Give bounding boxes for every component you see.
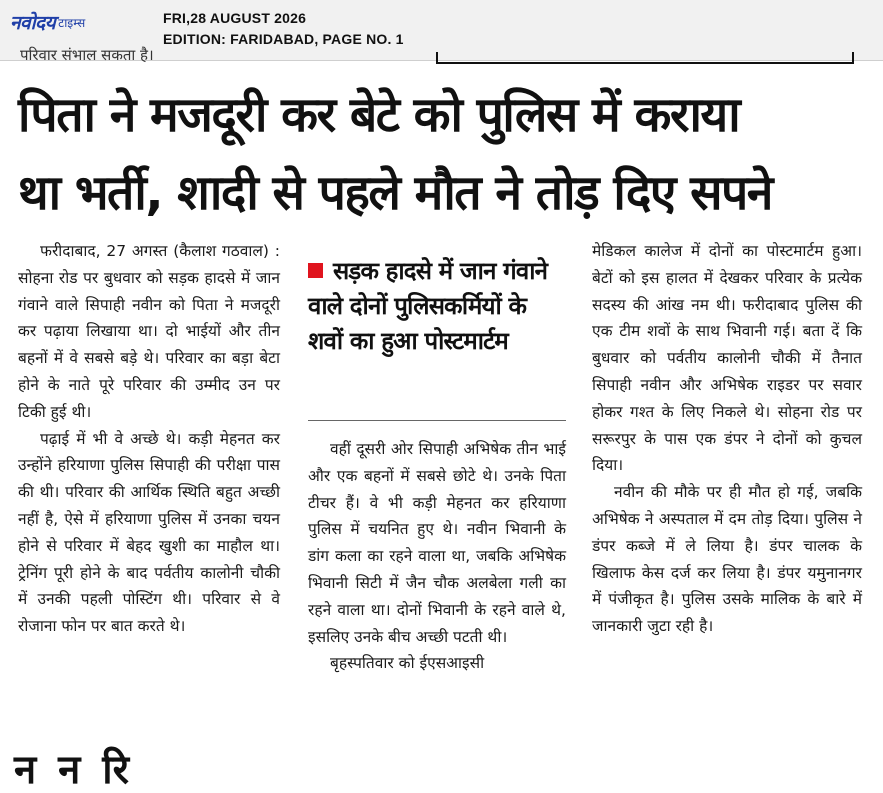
article-column-2 bbox=[308, 436, 566, 677]
article-headline bbox=[18, 76, 868, 232]
article-subheading bbox=[308, 254, 566, 359]
previous-article-tail bbox=[20, 42, 154, 54]
next-article-text: न न रि bbox=[14, 747, 133, 793]
headline-line-1: पिता ने मजदूरी कर बेटे को पुलिस में कराया bbox=[18, 87, 740, 143]
article-column-3 bbox=[592, 238, 862, 640]
newspaper-logo[interactable] bbox=[10, 11, 85, 33]
red-square-bullet-icon bbox=[308, 263, 323, 278]
col1-paragraph-2: पढ़ाई में भी वे अच्छे थे। कड़ी मेहनत कर उन्होंने हरियाणा पुलिस सिपाही की परीक्षा पास की थी। परिवार की आर्थिक स्थिति बहुत अच्छी नहीं है, ऐसे में हरियाणा पुलिस में उनका चयन होने से परिवार में बेहद खुशी का माहौल था। ट्रेनिंग पूरी होने के बाद पर्वतीय कालोनी चौकी में उनकी पहली पोस्टिंग थी। परिवार से वे रोजाना फोन पर बात करते थे। bbox=[18, 429, 280, 636]
subheading-text: सड़क हादसे में जान गंवाने वाले दोनों पुलिसकर्मियों के शवों का हुआ पोस्टमार्टम bbox=[308, 257, 548, 355]
previous-box-border bbox=[436, 52, 854, 64]
col1-paragraph-1: फरीदाबाद, 27 अगस्त (कैलाश गठवाल) : सोहना रोड पर बुधवार को सड़क हादसे में जान गंवाने वाले सिपाही नवीन को पिता ने मजदूरी कर पढ़ाया लिखाया था। दो भाईयों और तीन बहनों में वे सबसे बड़े थे। परिवार का बड़ा बेटा होने के नाते पूरे परिवार की उम्मीद उन पर टिकी हुई थी। bbox=[18, 242, 280, 421]
headline-line-2: था भर्ती, शादी से पहले मौत ने तोड़ दिए सपने bbox=[18, 165, 772, 221]
article-column-1 bbox=[18, 238, 280, 640]
edition-page: EDITION: FARIDABAD, PAGE NO. 1 bbox=[163, 31, 404, 47]
logo-main-text: नवोदय bbox=[10, 12, 56, 34]
col2-paragraph-1: वहीं दूसरी ओर सिपाही अभिषेक तीन भाई और एक बहनों में सबसे छोटे थे। उनके पिता टीचर हैं। वे भी कड़ी मेहनत कर हरियाणा पुलिस में चयनित हुए थे। नवीन भिवानी के डांग कला का रहने वाला था, जबकि अभिषेक भिवानी सिटी में जैन चौक अलबेला गली का रहने वाला था। दोनों भिवानी के रहने वाले थे, इसलिए उनके बीच अच्छी पटती थी। bbox=[308, 440, 566, 646]
next-article-fragment bbox=[0, 747, 883, 793]
edition-date: FRI,28 AUGUST 2026 bbox=[163, 10, 307, 26]
col3-paragraph-1: मेडिकल कालेज में दोनों का पोस्टमार्टम हुआ। बेटों को इस हालत में देखकर परिवार के प्रत्येक सदस्य की आंख नम थी। फरीदाबाद पुलिस की एक टीम शवों के साथ भिवानी गई। बता दें कि बुधवार को पर्वतीय कालोनी चौकी में तैनात सिपाही नवीन और अभिषेक राइडर पर सवार होकर गश्त के लिए निकले थे। सोहना रोड पर सरूरपुर के पास एक डंपर ने दोनों को कुचल दिया। bbox=[592, 242, 862, 475]
logo-sub-text: टाइम्स bbox=[58, 15, 86, 30]
col2-paragraph-2: बृहस्पतिवार को ईएसआइसी bbox=[330, 654, 485, 673]
col3-paragraph-2: नवीन की मौके पर ही मौत हो गई, जबकि अभिषेक ने अस्पताल में दम तोड़ दिया। पुलिस ने डंपर कब्जे में ले लिया है। डंपर चालक के खिलाफ केस दर्ज कर लिया है। डंपर यमुनानगर में पंजीकृत है। पुलिस उसके मालिक के बारे में जानकारी जुटा रही है। bbox=[592, 483, 862, 636]
subheading-divider bbox=[308, 420, 566, 421]
